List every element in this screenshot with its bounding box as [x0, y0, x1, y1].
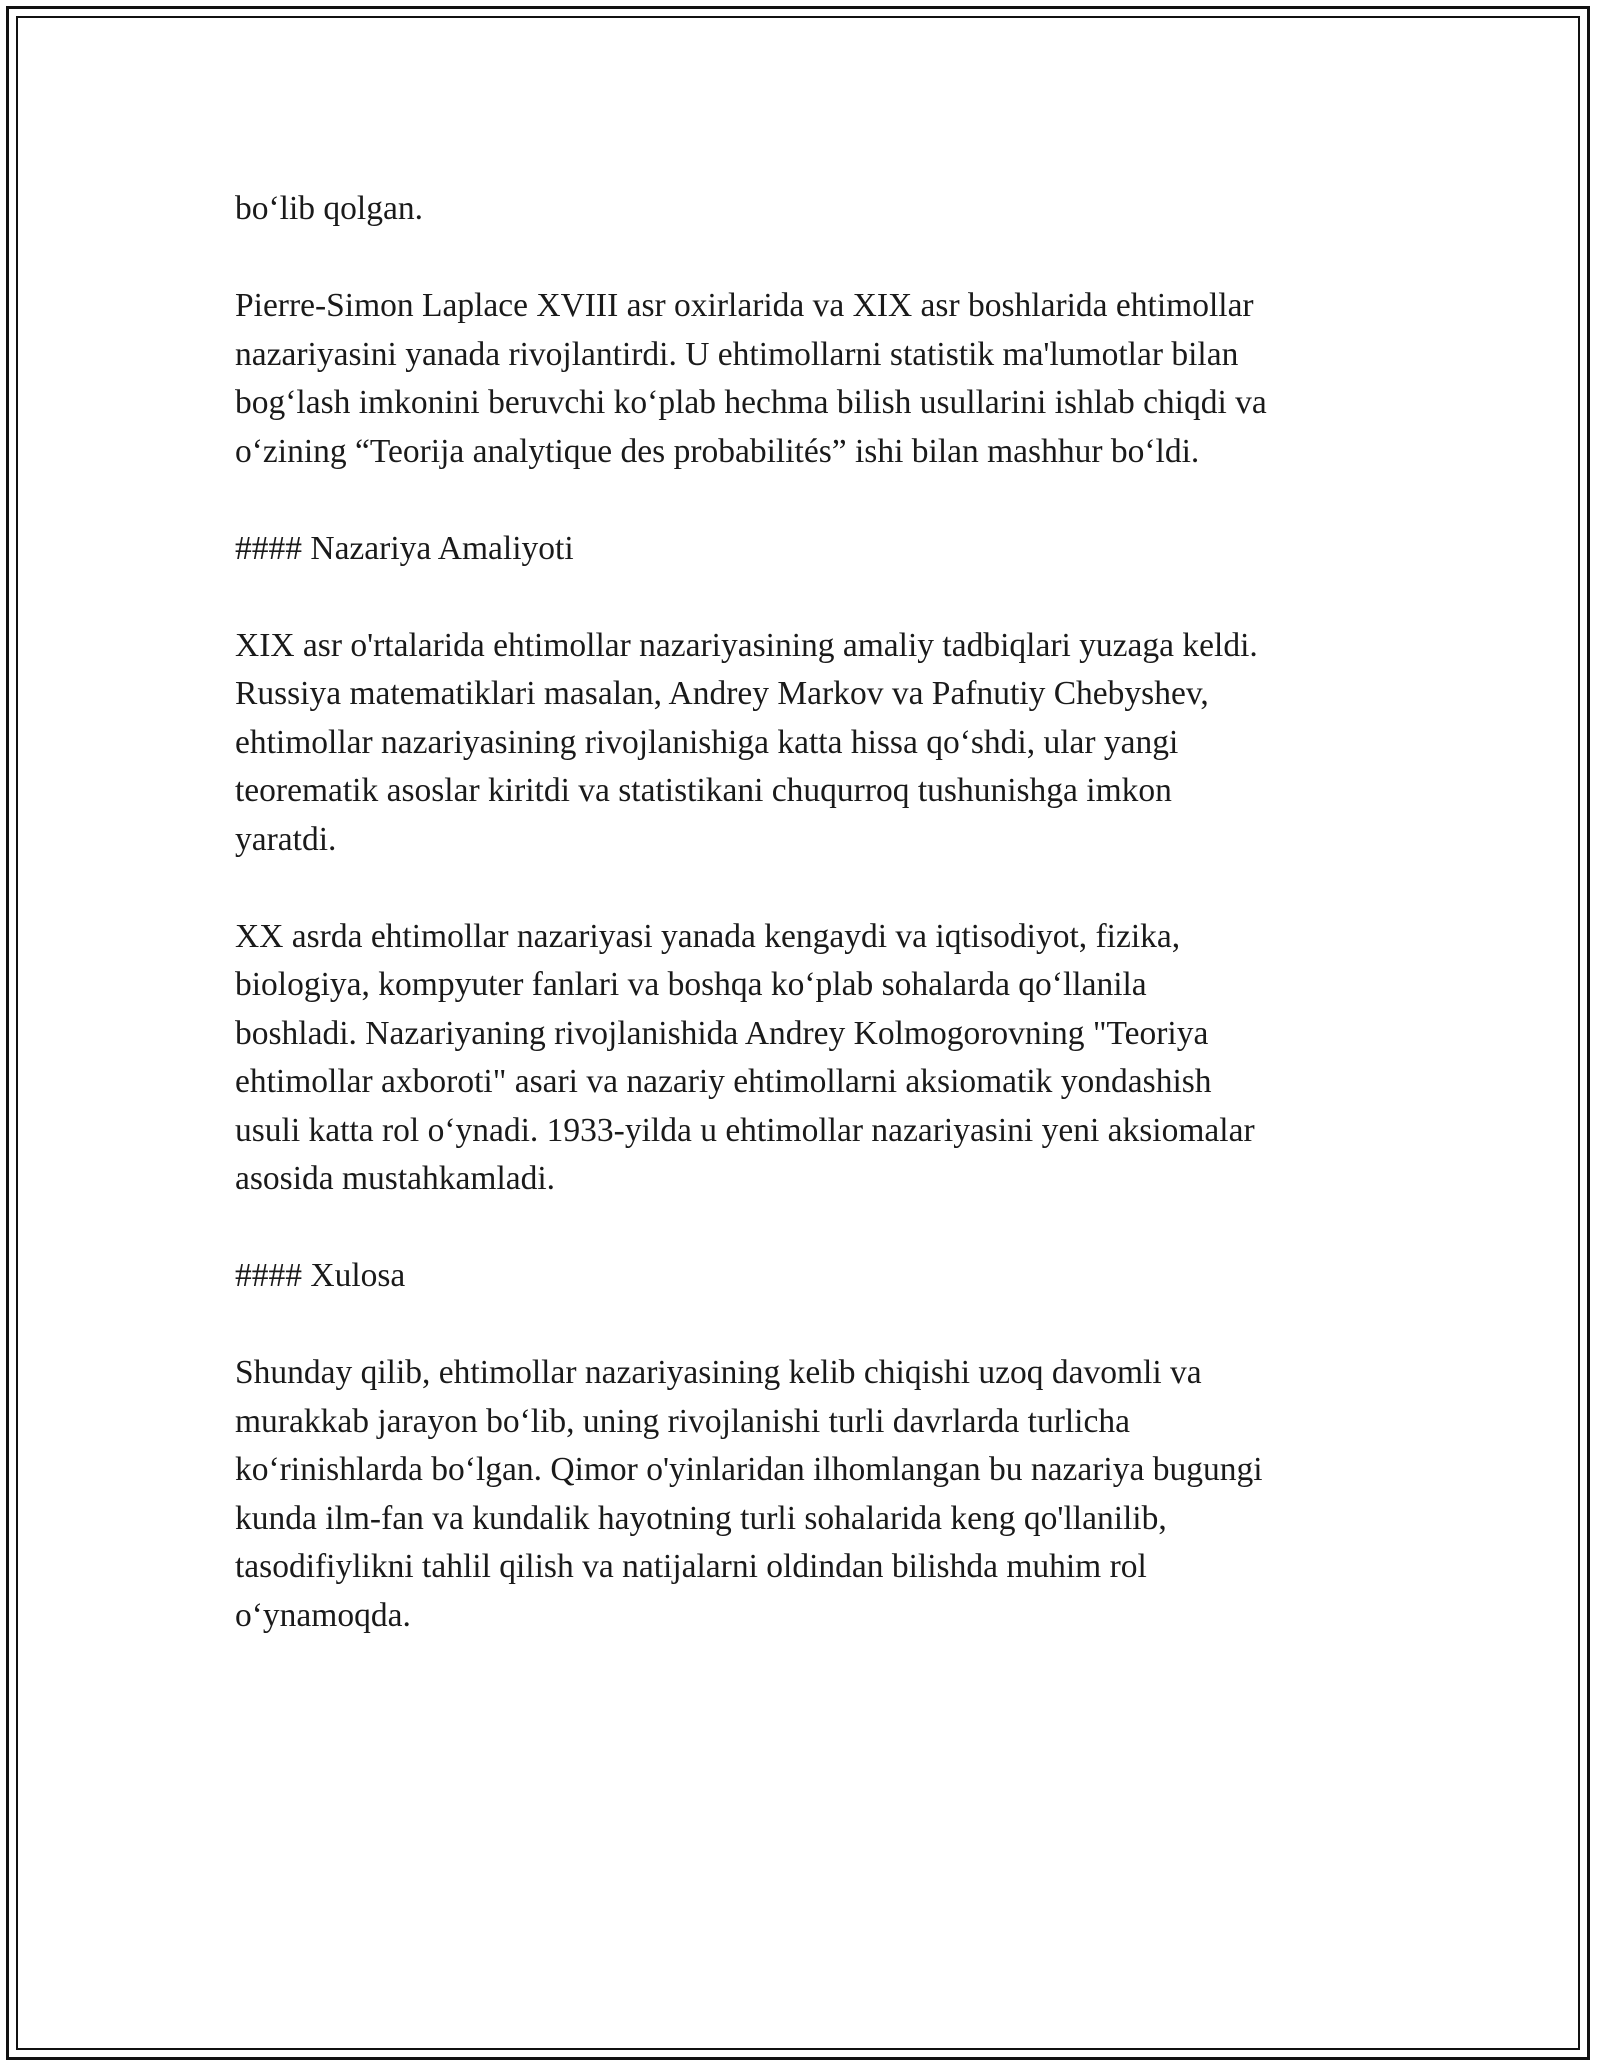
text-line: tasodifiylikni tahlil qilish va natijalarni oldindan bilishda muhim rol: [235, 1548, 1147, 1585]
paragraph: [235, 282, 1385, 476]
text-line: nazariyasini yanada rivojlantirdi. U ehtimollarni statistik ma'lumotlar bilan: [235, 335, 1239, 373]
paragraph: [235, 185, 1385, 234]
text-line: murakkab jarayon bo‘lib, uning rivojlanishi turli davrlarda turlicha: [235, 1402, 1130, 1440]
heading-text: #### Nazariya Amaliyoti: [235, 529, 574, 567]
text-line: o‘ynamoqda.: [235, 1596, 411, 1634]
text-line: Pierre-Simon Laplace XVIII asr oxirlarida va XIX asr boshlarida ehtimollar: [235, 287, 1254, 324]
text-line: teorematik asoslar kiritdi va statistikani chuqurroq tushunishga imkon: [235, 772, 1172, 809]
text-line: boshladi. Nazariyaning rivojlanishida Andrey Kolmogorovning "Teoriya: [235, 1014, 1209, 1052]
section-heading: [235, 525, 1385, 574]
text-line: kunda ilm-fan va kundalik hayotning turli sohalarida keng qo'llanilib,: [235, 1499, 1167, 1537]
text-line: asosida mustahkamladi.: [235, 1160, 556, 1197]
text-line: Russiya matematiklari masalan, Andrey Markov va Pafnutiy Chebyshev,: [235, 675, 1209, 712]
heading-text: #### Xulosa: [235, 1257, 406, 1294]
text-line: usuli katta rol o‘ynadi. 1933-yilda u ehtimollar nazariyasini yeni aksiomalar: [235, 1111, 1255, 1149]
text-line: ko‘rinishlarda bo‘lgan. Qimor o'yinlaridan ilhomlangan bu nazariya bugungi: [235, 1451, 1263, 1488]
text-line: Shunday qilib, ehtimollar nazariyasining kelib chiqishi uzoq davomli va: [235, 1354, 1202, 1391]
text-line: o‘zining “Teorija analytique des probabilités” ishi bilan mashhur bo‘ldi.: [235, 432, 1200, 470]
paragraph: [235, 913, 1385, 1204]
text-line: XX asrda ehtimollar nazariyasi yanada kengaydi va iqtisodiyot, fizika,: [235, 917, 1181, 955]
section-heading: [235, 1252, 1385, 1301]
paragraph: [235, 622, 1385, 865]
text-line: bo‘lib qolgan.: [235, 190, 423, 227]
text-line: biologiya, kompyuter fanlari va boshqa ko‘plab sohalarda qo‘llanila: [235, 966, 1147, 1003]
paragraph: [235, 1349, 1385, 1640]
text-line: yaratdi.: [235, 820, 337, 858]
text-line: bog‘lash imkonini beruvchi ko‘plab hechma bilish usullarini ishlab chiqdi va: [235, 384, 1267, 421]
text-line: ehtimollar nazariyasining rivojlanishiga katta hissa qo‘shdi, ular yangi: [235, 723, 1179, 761]
text-line: ehtimollar axboroti" asari va nazariy ehtimollarni aksiomatik yondashish: [235, 1063, 1212, 1100]
document-body: [235, 185, 1385, 1640]
text-line: XIX asr o'rtalarida ehtimollar nazariyasining amaliy tadbiqlari yuzaga keldi.: [235, 626, 1258, 664]
